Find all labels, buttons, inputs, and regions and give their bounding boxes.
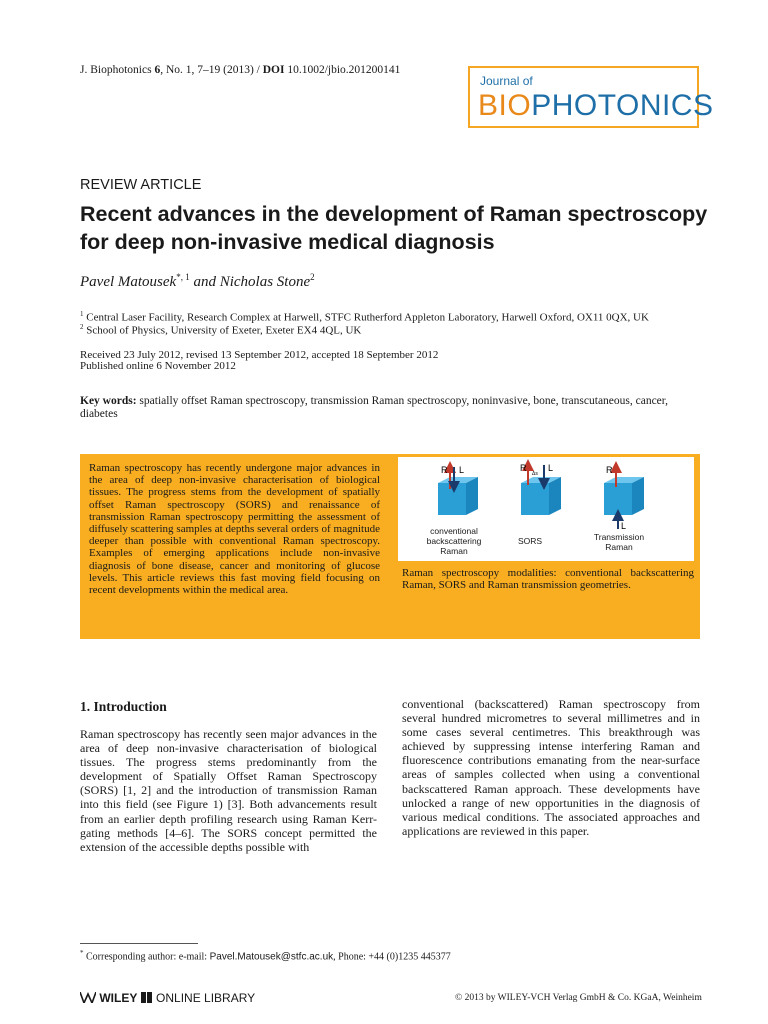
citation-volume: 6 bbox=[154, 64, 161, 76]
book-icon bbox=[141, 992, 153, 1003]
wiley-online-library-logo bbox=[80, 991, 255, 1005]
r-label-1: R bbox=[441, 465, 448, 475]
footnote-mark: * bbox=[80, 949, 84, 957]
published-date: Published online 6 November 2012 bbox=[80, 360, 236, 372]
r-label-2: R bbox=[520, 463, 527, 473]
r-label-3: R bbox=[606, 465, 613, 475]
body-column-left: Raman spectroscopy has recently seen major advances in the area of deep non-invasive characterisation of biological tissues. The progress stems predominantly from the development of Spatially Offset Raman Spectroscopy (SORS) [1, 2] and the introduction of transmission Raman into this field (see Figure 1) [3]. Both advancements result from an earlier depth profiling research using Raman Kerr-gating methods [4–6]. The SORS concept permitted the extension of the accessible depths possible with bbox=[80, 727, 377, 854]
citation-journal-name: J. Biophotonics bbox=[80, 64, 155, 76]
cube-conventional bbox=[438, 465, 478, 515]
journal-logo-small-text: Journal of bbox=[480, 74, 533, 88]
label-sors: SORS bbox=[517, 536, 543, 546]
author-2: and Nicholas Stone bbox=[189, 274, 311, 290]
logo-bio: BIO bbox=[478, 89, 532, 122]
l-label-1: L bbox=[459, 465, 465, 475]
cube-sors bbox=[520, 463, 561, 515]
affiliation-1-number: 1 bbox=[80, 310, 84, 318]
label-transmission: Transmission Raman bbox=[593, 532, 645, 552]
article-type: REVIEW ARTICLE bbox=[80, 177, 202, 193]
doi-label: DOI bbox=[262, 64, 285, 76]
affiliation-1-text: Central Laser Facility, Research Complex at Harwell, STFC Rutherford Appleton Laboratory, Harwell Oxford, OX11 0QX, UK bbox=[83, 311, 649, 324]
logo-photonics: PHOTONICS bbox=[531, 89, 714, 122]
abstract-box bbox=[80, 454, 700, 639]
footnote-divider bbox=[80, 943, 198, 944]
corresponding-author-footnote bbox=[80, 949, 451, 962]
figure-caption: Raman spectroscopy modalities: conventional backscattering Raman, SORS and Raman transmission geometries. bbox=[402, 567, 694, 592]
affiliation-2-number: 2 bbox=[80, 323, 84, 331]
offset-label: Δs bbox=[532, 471, 538, 477]
section-heading-introduction: 1. Introduction bbox=[80, 699, 167, 714]
article-title: Recent advances in the development of Raman spectroscopy for deep non-invasive medical diagnosis bbox=[80, 202, 708, 254]
authors bbox=[80, 272, 315, 291]
copyright-notice: © 2013 by WILEY-VCH Verlag GmbH & Co. KGaA, Weinheim bbox=[455, 993, 702, 1003]
corresponding-email-link[interactable]: Pavel.Matousek@stfc.ac.uk bbox=[209, 951, 334, 963]
author-1: Pavel Matousek bbox=[80, 274, 177, 290]
journal-logo-wordmark bbox=[478, 88, 714, 124]
keywords-label: Key words: bbox=[80, 395, 137, 407]
footnote-text: Corresponding author: e-mail: bbox=[83, 951, 210, 963]
affiliation-1 bbox=[80, 310, 649, 324]
cube-transmission bbox=[604, 465, 644, 531]
wiley-wordmark: WILEY bbox=[99, 991, 138, 1005]
online-library-text: ONLINE LIBRARY bbox=[156, 991, 256, 1005]
abstract-text: Raman spectroscopy has recently undergone major advances in the area of deep non-invasive characterisation of biological tissues. The progress stems from the development of spatially offset Raman spectroscopy (SORS) and renaissance of transmission Raman spectroscopy permitting the assessment of diffusely scattering samples at depths several orders of magnitude deeper than possible with conventional Raman spectroscopy. Examples of emerging applications include non-invasive diagnosis of bone disease, cancer and monitoring of glucose levels. This article reviews this fast moving field focusing on recent developments within the medical area. bbox=[89, 462, 380, 597]
l-label-2: L bbox=[548, 463, 554, 473]
l-label-3: L bbox=[621, 521, 627, 531]
footnote-phone: , Phone: +44 (0)1235 445377 bbox=[333, 951, 451, 963]
label-conventional: conventional backscattering Raman bbox=[426, 526, 482, 556]
affiliation-2 bbox=[80, 323, 361, 337]
citation-issue-pages: , No. 1, 7–19 (2013) / bbox=[160, 64, 263, 76]
journal-logo bbox=[468, 66, 714, 128]
received-dates: Received 23 July 2012, revised 13 September 2012, accepted 18 September 2012 bbox=[80, 349, 439, 361]
wiley-w-icon bbox=[80, 992, 96, 1003]
journal-citation bbox=[80, 64, 400, 76]
keywords-text: spatially offset Raman spectroscopy, transmission Raman spectroscopy, noninvasive, bone, transcutaneous, cancer, diabetes bbox=[80, 395, 669, 420]
doi-value[interactable]: 10.1002/jbio.201200141 bbox=[284, 64, 401, 76]
author-2-affiliation-mark: 2 bbox=[310, 272, 315, 282]
graphical-abstract-figure bbox=[398, 457, 694, 561]
affiliation-2-text: School of Physics, University of Exeter, Exeter EX4 4QL, UK bbox=[83, 324, 362, 337]
body-column-right: conventional (backscattered) Raman spectroscopy from several hundred micrometres to several millimetres and in some cases several centimetres. This breakthrough was achieved by suppressing intense interfering Raman and fluorescence contributions emanating from the near-surface areas of samples collected when using a conventional backscattered Raman approach. These developments have unlocked a range of new opportunities in the diagnosis of various medical conditions. The associated approaches and applications are reviewed in this paper. bbox=[402, 697, 700, 838]
keywords bbox=[80, 395, 690, 421]
author-1-affiliation-mark: *, 1 bbox=[176, 272, 190, 282]
